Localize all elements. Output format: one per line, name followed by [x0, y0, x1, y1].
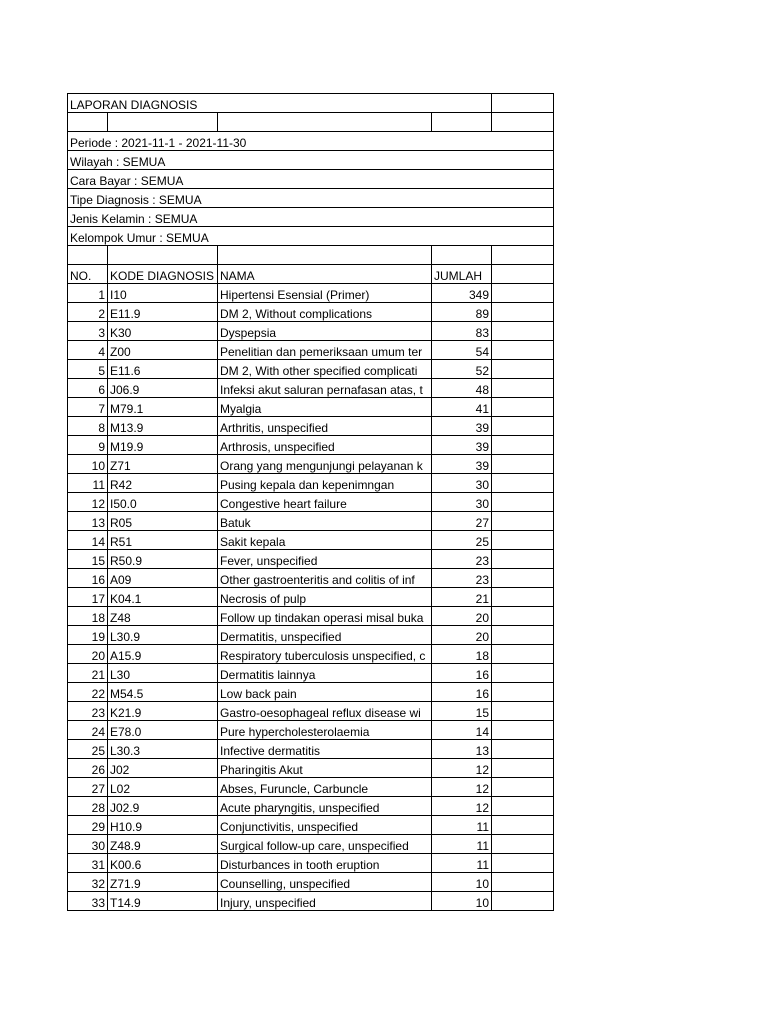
empty-cell[interactable]: [492, 645, 554, 664]
empty-cell[interactable]: [492, 626, 554, 645]
table-row: [68, 531, 554, 550]
table-row: [68, 303, 554, 322]
row-name-cell[interactable]: Respiratory tuberculosis unspecified, c: [218, 645, 432, 664]
row-name-cell[interactable]: DM 2, Without complications: [218, 303, 432, 322]
row-name-cell[interactable]: Conjunctivitis, unspecified: [218, 816, 432, 835]
row-name-cell[interactable]: Acute pharyngitis, unspecified: [218, 797, 432, 816]
row-name-cell[interactable]: Sakit kepala: [218, 531, 432, 550]
row-no-cell[interactable]: 29: [68, 816, 108, 835]
row-count-cell[interactable]: 15: [432, 702, 492, 721]
row-count-cell[interactable]: 11: [432, 835, 492, 854]
diagnosis-report-sheet: [67, 93, 554, 911]
row-no-cell[interactable]: 8: [68, 417, 108, 436]
filter-row: [68, 208, 554, 227]
filter-row: [68, 132, 554, 151]
row-count-cell[interactable]: 54: [432, 341, 492, 360]
row-name-cell[interactable]: Batuk: [218, 512, 432, 531]
empty-cell[interactable]: [492, 702, 554, 721]
filter-tipe-diagnosis[interactable]: Tipe Diagnosis : SEMUA: [68, 189, 554, 208]
filter-wilayah[interactable]: Wilayah : SEMUA: [68, 151, 554, 170]
empty-cell[interactable]: [492, 588, 554, 607]
table-row: [68, 797, 554, 816]
row-name-cell[interactable]: Follow up tindakan operasi misal buka: [218, 607, 432, 626]
row-no-cell[interactable]: 17: [68, 588, 108, 607]
row-name-cell[interactable]: DM 2, With other specified complicati: [218, 360, 432, 379]
row-code-cell[interactable]: Z48: [108, 607, 218, 626]
empty-cell[interactable]: [492, 113, 554, 132]
table-row: [68, 512, 554, 531]
row-no-cell[interactable]: 14: [68, 531, 108, 550]
row-no-cell[interactable]: 12: [68, 493, 108, 512]
row-count-cell[interactable]: 11: [432, 816, 492, 835]
empty-cell[interactable]: [492, 341, 554, 360]
empty-cell[interactable]: [492, 607, 554, 626]
row-no-cell[interactable]: 1: [68, 284, 108, 303]
row-name-cell[interactable]: Injury, unspecified: [218, 892, 432, 911]
header-row: [68, 265, 554, 284]
filter-row: [68, 170, 554, 189]
row-no-cell[interactable]: 4: [68, 341, 108, 360]
empty-cell[interactable]: [492, 436, 554, 455]
row-name-cell[interactable]: Infeksi akut saluran pernafasan atas, t: [218, 379, 432, 398]
row-count-cell[interactable]: 25: [432, 531, 492, 550]
empty-cell[interactable]: [492, 835, 554, 854]
row-no-cell[interactable]: 22: [68, 683, 108, 702]
row-count-cell[interactable]: 27: [432, 512, 492, 531]
row-no-cell[interactable]: 31: [68, 854, 108, 873]
table-row: [68, 569, 554, 588]
row-no-cell[interactable]: 11: [68, 474, 108, 493]
row-no-cell[interactable]: 3: [68, 322, 108, 341]
row-code-cell[interactable]: M13.9: [108, 417, 218, 436]
row-name-cell[interactable]: Gastro-oesophageal reflux disease wi: [218, 702, 432, 721]
header-nama[interactable]: NAMA: [218, 265, 432, 284]
report-title[interactable]: LAPORAN DIAGNOSIS: [68, 94, 492, 113]
row-count-cell[interactable]: 16: [432, 683, 492, 702]
row-count-cell[interactable]: 39: [432, 417, 492, 436]
row-name-cell[interactable]: Penelitian dan pemeriksaan umum ter: [218, 341, 432, 360]
empty-cell[interactable]: [492, 265, 554, 284]
empty-cell[interactable]: [492, 873, 554, 892]
empty-cell[interactable]: [492, 512, 554, 531]
row-code-cell[interactable]: Z00: [108, 341, 218, 360]
empty-cell[interactable]: [492, 360, 554, 379]
filter-cara-bayar[interactable]: Cara Bayar : SEMUA: [68, 170, 554, 189]
table-row: [68, 702, 554, 721]
table-row: [68, 284, 554, 303]
table-row: [68, 341, 554, 360]
filter-row: [68, 189, 554, 208]
empty-cell[interactable]: [492, 474, 554, 493]
row-name-cell[interactable]: Low back pain: [218, 683, 432, 702]
row-code-cell[interactable]: Z71: [108, 455, 218, 474]
empty-cell[interactable]: [492, 303, 554, 322]
row-count-cell[interactable]: 89: [432, 303, 492, 322]
header-kode-diagnosis[interactable]: KODE DIAGNOSIS: [108, 265, 218, 284]
table-row: [68, 550, 554, 569]
row-name-cell[interactable]: Abses, Furuncle, Carbuncle: [218, 778, 432, 797]
empty-cell[interactable]: [68, 113, 108, 132]
row-name-cell[interactable]: Dermatitis, unspecified: [218, 626, 432, 645]
row-count-cell[interactable]: 12: [432, 759, 492, 778]
row-code-cell[interactable]: E11.6: [108, 360, 218, 379]
row-no-cell[interactable]: 33: [68, 892, 108, 911]
row-code-cell[interactable]: R50.9: [108, 550, 218, 569]
table-row: [68, 759, 554, 778]
row-name-cell[interactable]: Necrosis of pulp: [218, 588, 432, 607]
table-row: [68, 322, 554, 341]
row-no-cell[interactable]: 2: [68, 303, 108, 322]
row-name-cell[interactable]: Pusing kepala dan kepenimngan: [218, 474, 432, 493]
row-count-cell[interactable]: 30: [432, 493, 492, 512]
table-row: [68, 474, 554, 493]
empty-cell[interactable]: [492, 417, 554, 436]
empty-cell[interactable]: [492, 664, 554, 683]
row-no-cell[interactable]: 19: [68, 626, 108, 645]
row-count-cell[interactable]: 39: [432, 455, 492, 474]
empty-cell[interactable]: [492, 683, 554, 702]
row-code-cell[interactable]: K30: [108, 322, 218, 341]
row-no-cell[interactable]: 5: [68, 360, 108, 379]
row-count-cell[interactable]: 11: [432, 854, 492, 873]
row-count-cell[interactable]: 20: [432, 607, 492, 626]
row-no-cell[interactable]: 9: [68, 436, 108, 455]
row-name-cell[interactable]: Disturbances in tooth eruption: [218, 854, 432, 873]
row-no-cell[interactable]: 21: [68, 664, 108, 683]
empty-cell[interactable]: [492, 284, 554, 303]
row-name-cell[interactable]: Arthrosis, unspecified: [218, 436, 432, 455]
row-no-cell[interactable]: 30: [68, 835, 108, 854]
row-code-cell[interactable]: M19.9: [108, 436, 218, 455]
empty-cell[interactable]: [492, 94, 554, 113]
row-count-cell[interactable]: 10: [432, 892, 492, 911]
row-no-cell[interactable]: 27: [68, 778, 108, 797]
sheet-body: [68, 94, 554, 911]
row-no-cell[interactable]: 24: [68, 721, 108, 740]
filter-jenis-kelamin[interactable]: Jenis Kelamin : SEMUA: [68, 208, 554, 227]
row-no-cell[interactable]: 18: [68, 607, 108, 626]
empty-cell[interactable]: [432, 246, 492, 265]
empty-cell[interactable]: [108, 246, 218, 265]
row-name-cell[interactable]: Infective dermatitis: [218, 740, 432, 759]
empty-cell[interactable]: [68, 246, 108, 265]
empty-cell[interactable]: [108, 113, 218, 132]
row-count-cell[interactable]: 12: [432, 778, 492, 797]
row-code-cell[interactable]: J02.9: [108, 797, 218, 816]
table-row: [68, 379, 554, 398]
row-name-cell[interactable]: Surgical follow-up care, unspecified: [218, 835, 432, 854]
row-code-cell[interactable]: L30: [108, 664, 218, 683]
empty-cell[interactable]: [492, 569, 554, 588]
empty-cell[interactable]: [492, 721, 554, 740]
row-code-cell[interactable]: R05: [108, 512, 218, 531]
empty-cell[interactable]: [432, 113, 492, 132]
filter-row: [68, 227, 554, 246]
row-no-cell[interactable]: 20: [68, 645, 108, 664]
table-row: [68, 873, 554, 892]
empty-cell[interactable]: [492, 778, 554, 797]
table-row: [68, 417, 554, 436]
row-no-cell[interactable]: 23: [68, 702, 108, 721]
row-code-cell[interactable]: Z71.9: [108, 873, 218, 892]
row-no-cell[interactable]: 16: [68, 569, 108, 588]
table-row: [68, 588, 554, 607]
row-code-cell[interactable]: L30.3: [108, 740, 218, 759]
row-code-cell[interactable]: E11.9: [108, 303, 218, 322]
row-code-cell[interactable]: Z48.9: [108, 835, 218, 854]
table-row: [68, 360, 554, 379]
empty-cell[interactable]: [492, 816, 554, 835]
empty-cell[interactable]: [492, 455, 554, 474]
row-name-cell[interactable]: Dyspepsia: [218, 322, 432, 341]
empty-cell[interactable]: [492, 854, 554, 873]
empty-cell[interactable]: [492, 493, 554, 512]
empty-cell[interactable]: [492, 892, 554, 911]
row-count-cell[interactable]: 52: [432, 360, 492, 379]
empty-cell[interactable]: [492, 759, 554, 778]
table-row: [68, 854, 554, 873]
empty-cell[interactable]: [218, 113, 432, 132]
row-count-cell[interactable]: 23: [432, 550, 492, 569]
row-code-cell[interactable]: K00.6: [108, 854, 218, 873]
row-count-cell[interactable]: 12: [432, 797, 492, 816]
table-row: [68, 455, 554, 474]
row-code-cell[interactable]: H10.9: [108, 816, 218, 835]
table-row: [68, 493, 554, 512]
row-code-cell[interactable]: M79.1: [108, 398, 218, 417]
table-row: [68, 778, 554, 797]
row-no-cell[interactable]: 26: [68, 759, 108, 778]
row-count-cell[interactable]: 10: [432, 873, 492, 892]
table-row: [68, 892, 554, 911]
title-row: [68, 94, 554, 113]
row-no-cell[interactable]: 15: [68, 550, 108, 569]
row-name-cell[interactable]: Pharingitis Akut: [218, 759, 432, 778]
row-no-cell[interactable]: 28: [68, 797, 108, 816]
row-count-cell[interactable]: 16: [432, 664, 492, 683]
row-code-cell[interactable]: A15.9: [108, 645, 218, 664]
row-no-cell[interactable]: 7: [68, 398, 108, 417]
row-name-cell[interactable]: Other gastroenteritis and colitis of inf: [218, 569, 432, 588]
table-row: [68, 721, 554, 740]
empty-cell[interactable]: [492, 379, 554, 398]
row-name-cell[interactable]: Dermatitis lainnya: [218, 664, 432, 683]
empty-cell[interactable]: [218, 246, 432, 265]
empty-cell[interactable]: [492, 246, 554, 265]
empty-cell[interactable]: [492, 398, 554, 417]
row-no-cell[interactable]: 6: [68, 379, 108, 398]
row-count-cell[interactable]: 14: [432, 721, 492, 740]
empty-cell[interactable]: [492, 322, 554, 341]
row-code-cell[interactable]: I50.0: [108, 493, 218, 512]
row-count-cell[interactable]: 41: [432, 398, 492, 417]
row-code-cell[interactable]: R51: [108, 531, 218, 550]
filter-row: [68, 151, 554, 170]
table-row: [68, 816, 554, 835]
row-code-cell[interactable]: T14.9: [108, 892, 218, 911]
table-row: [68, 607, 554, 626]
blank-row: [68, 246, 554, 265]
row-count-cell[interactable]: 349: [432, 284, 492, 303]
empty-cell[interactable]: [492, 550, 554, 569]
row-count-cell[interactable]: 30: [432, 474, 492, 493]
row-count-cell[interactable]: 20: [432, 626, 492, 645]
row-count-cell[interactable]: 39: [432, 436, 492, 455]
empty-cell[interactable]: [492, 531, 554, 550]
row-code-cell[interactable]: L30.9: [108, 626, 218, 645]
empty-cell[interactable]: [492, 797, 554, 816]
empty-cell[interactable]: [492, 740, 554, 759]
row-code-cell[interactable]: J02: [108, 759, 218, 778]
table-row: [68, 626, 554, 645]
filter-kelompok-umur[interactable]: Kelompok Umur : SEMUA: [68, 227, 554, 246]
row-code-cell[interactable]: R42: [108, 474, 218, 493]
table-row: [68, 664, 554, 683]
row-count-cell[interactable]: 21: [432, 588, 492, 607]
row-no-cell[interactable]: 13: [68, 512, 108, 531]
row-name-cell[interactable]: Arthritis, unspecified: [218, 417, 432, 436]
row-count-cell[interactable]: 18: [432, 645, 492, 664]
row-count-cell[interactable]: 48: [432, 379, 492, 398]
row-name-cell[interactable]: Pure hypercholesterolaemia: [218, 721, 432, 740]
table-row: [68, 436, 554, 455]
row-count-cell[interactable]: 13: [432, 740, 492, 759]
row-no-cell[interactable]: 25: [68, 740, 108, 759]
row-count-cell[interactable]: 83: [432, 322, 492, 341]
row-code-cell[interactable]: J06.9: [108, 379, 218, 398]
row-code-cell[interactable]: A09: [108, 569, 218, 588]
table-row: [68, 835, 554, 854]
header-jumlah[interactable]: JUMLAH: [432, 265, 492, 284]
table-row: [68, 683, 554, 702]
row-code-cell[interactable]: L02: [108, 778, 218, 797]
table-row: [68, 645, 554, 664]
row-name-cell[interactable]: Orang yang mengunjungi pelayanan k: [218, 455, 432, 474]
filter-periode[interactable]: Periode : 2021-11-1 - 2021-11-30: [68, 132, 554, 151]
row-name-cell[interactable]: Congestive heart failure: [218, 493, 432, 512]
row-name-cell[interactable]: Myalgia: [218, 398, 432, 417]
row-count-cell[interactable]: 23: [432, 569, 492, 588]
table-row: [68, 740, 554, 759]
header-no[interactable]: NO.: [68, 265, 108, 284]
row-name-cell[interactable]: Counselling, unspecified: [218, 873, 432, 892]
blank-row: [68, 113, 554, 132]
row-code-cell[interactable]: K04.1: [108, 588, 218, 607]
row-no-cell[interactable]: 32: [68, 873, 108, 892]
row-name-cell[interactable]: Fever, unspecified: [218, 550, 432, 569]
row-code-cell[interactable]: E78.0: [108, 721, 218, 740]
row-code-cell[interactable]: I10: [108, 284, 218, 303]
table-row: [68, 398, 554, 417]
row-name-cell[interactable]: Hipertensi Esensial (Primer): [218, 284, 432, 303]
row-no-cell[interactable]: 10: [68, 455, 108, 474]
row-code-cell[interactable]: M54.5: [108, 683, 218, 702]
row-code-cell[interactable]: K21.9: [108, 702, 218, 721]
